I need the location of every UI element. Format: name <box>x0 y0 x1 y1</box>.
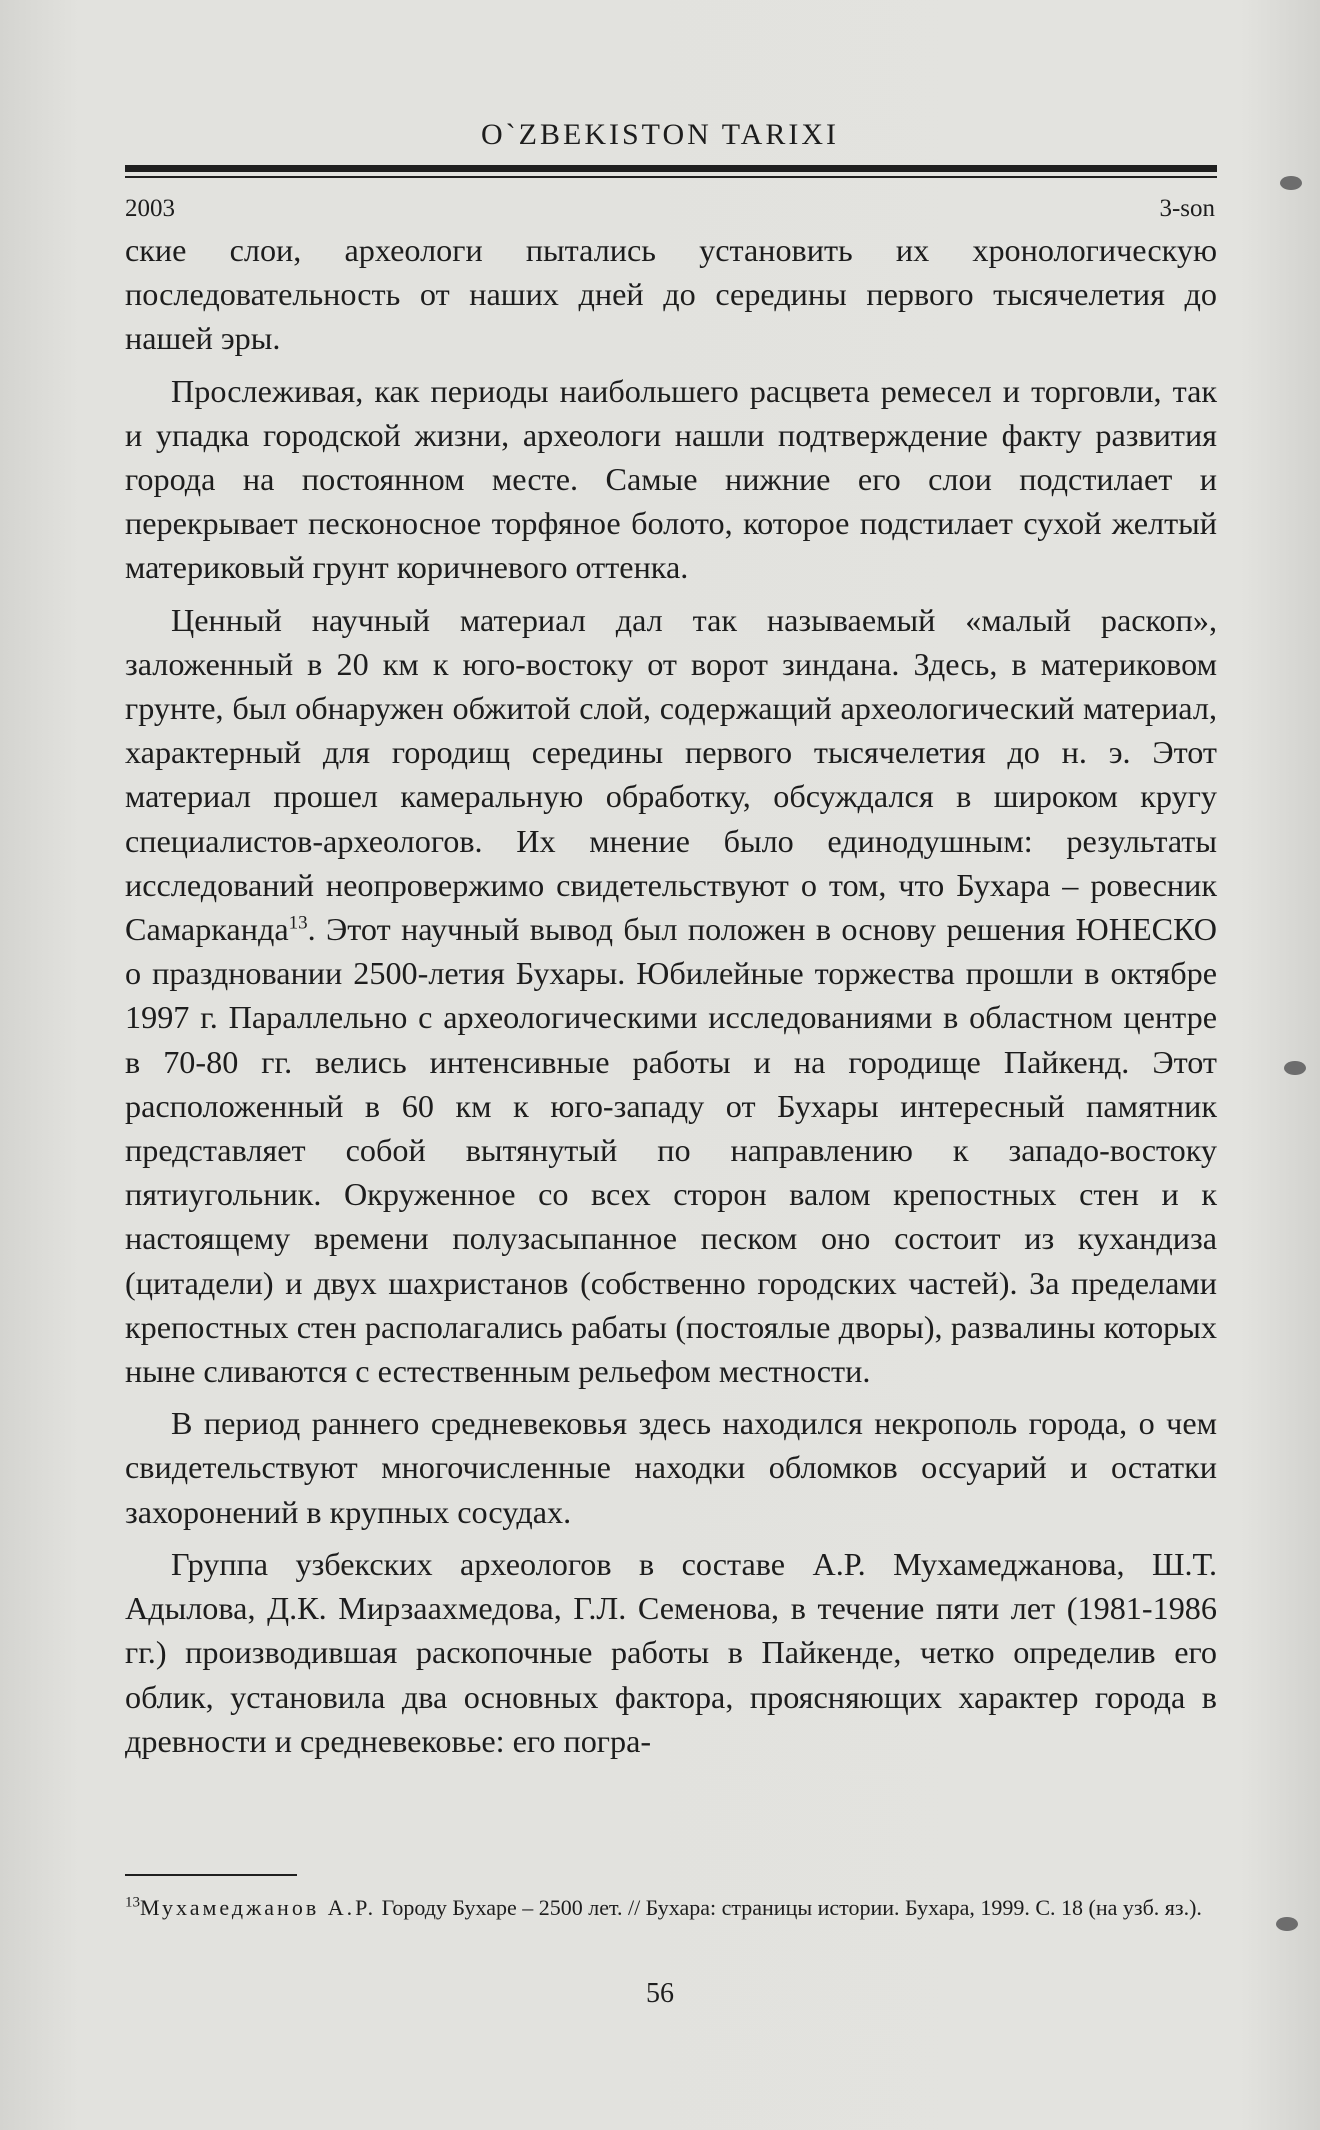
footnote-text: Городу Бухаре – 2500 лет. // Бухара: страницы истории. Бухара, 1999. С. 18 (на узб. яз.). <box>376 1895 1202 1920</box>
footnote-number: 13 <box>125 1894 140 1911</box>
article-body <box>125 228 1217 1771</box>
paragraph-text: . Этот научный вывод был положен в основу решения ЮНЕСКО о праздновании 2500-летия Бухары. Юбилейные торжества прошли в октябре 1997 г. Параллельно с археологическими исследованиями в областном центре в 70-80 гг. велись интенсивные работы и на городище Пайкенд. Этот расположенный в 60 км к юго-западу от Бухары интересный памятник представляет собой вытянутый по направлению к западо-востоку пятиугольник. Окруженное со всех сторон валом крепостных стен и к настоящему времени полузасыпанное песком оно состоит из кухандиза (цитадели) и двух шахристанов (собственно городских частей). За пределами крепостных стен располагались рабаты (постоялые дворы), развалины которых ныне сливаются с естественным рельефом местности. <box>125 911 1217 1390</box>
issue-number: 3-son <box>1159 195 1215 222</box>
issue-year: 2003 <box>125 195 175 222</box>
footnote <box>125 1890 1217 1926</box>
page-number: 56 <box>646 1978 674 2009</box>
paragraph: Прослеживая, как периоды наибольшего расцвета ремесел и торговли, так и упадка городской жизни, археологи нашли подтверждение факту развития города на постоянном месте. Самые нижние его слои подстилает и перекрывает песконосное торфяное болото, которое подстилает сухой желтый материковый грунт коричневого оттенка. <box>125 372 1217 586</box>
header-rule-thin <box>125 176 1217 178</box>
footnote-author: Мухамеджанов А.Р. <box>140 1895 377 1920</box>
binding-hole-mark <box>1276 1917 1298 1931</box>
paragraph: В период раннего средневековья здесь находился некрополь города, о чем свидетельствуют многочисленные находки обломков оссуарий и остатки захоронений в крупных сосудах. <box>125 1405 1217 1530</box>
footnote-reference: 13 <box>288 912 308 934</box>
paragraph-text: Ценный научный материал дал так называемый «малый раскоп», заложенный в 20 км к юго-востоку от ворот зиндана. Здесь, в материковом грунте, был обнаружен обжитой слой, содержащий археологический материал, характерный для городищ середины первого тысячелетия до н. э. Этот материал прошел камеральную обработку, обсуждался в широком кругу специалистов-археологов. Их мнение было единодушным: результаты исследований неопровержимо свидетельствуют о том, что Бухара – ровесник Самарканда <box>125 601 1217 948</box>
footnote-rule <box>125 1874 297 1876</box>
paragraph: ские слои, археологи пытались установить их хронологическую последовательность от наших дней до середины первого тысячелетия до нашей эры. <box>125 232 1217 357</box>
paragraph <box>125 598 1217 1394</box>
binding-hole-mark <box>1280 176 1302 190</box>
header-rule-thick <box>125 165 1217 172</box>
paragraph: Группа узбекских археологов в составе А.Р. Мухамеджанова, Ш.Т. Адылова, Д.К. Мирзаахмедова, Г.Л. Семенова, в течение пяти лет (1981-1986 гг.) производившая раскопочные работы в Пайкенде, четко определив его облик, установила два основных фактора, проясняющих характер города в древности и средневековье: его погра- <box>125 1545 1217 1759</box>
binding-hole-mark <box>1284 1061 1306 1075</box>
journal-title: O`ZBEKISTON TARIXI <box>481 118 839 151</box>
